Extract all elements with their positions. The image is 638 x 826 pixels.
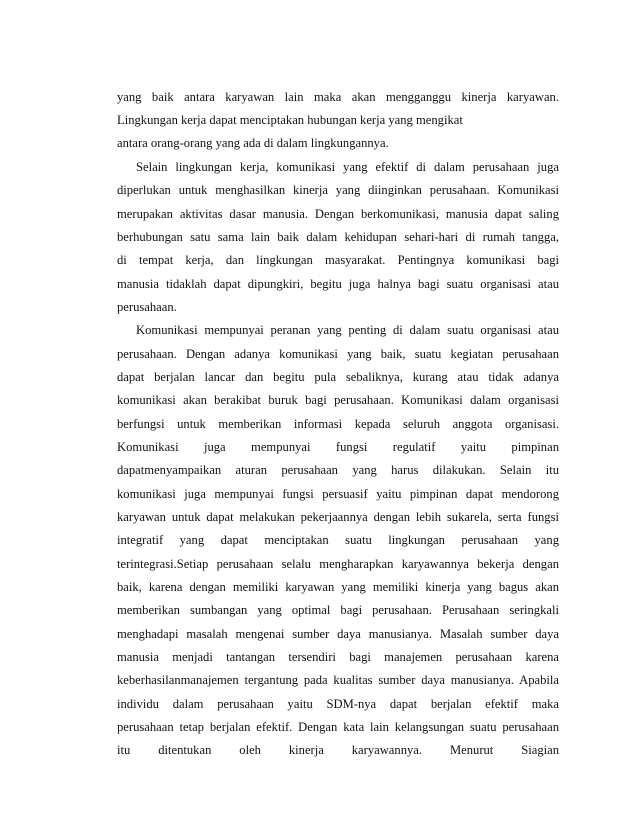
text-line: Komunikasi juga mempunyai fungsi regulatif yaitu pimpinan (117, 440, 559, 454)
text-line: antara orang-orang yang ada di dalam lingkungannya. (117, 136, 389, 150)
text-line: perusahaan tetap berjalan efektif. Dengan kata lain kelangsungan suatu perusahaan (117, 720, 559, 734)
text-line: memberikan sumbangan yang optimal bagi perusahaan. Perusahaan seringkali (117, 603, 559, 617)
text-line: keberhasilanmanajemen tergantung pada kualitas sumber daya manusianya. Apabila (117, 673, 559, 687)
text-line: individu dalam perusahaan yaitu SDM-nya dapat berjalan efektif maka (117, 697, 559, 711)
text-line: Lingkungan kerja dapat menciptakan hubungan kerja yang mengikat (117, 113, 463, 127)
text-line: diperlukan untuk menghasilkan kinerja yang diinginkan perusahaan. Komunikasi (117, 183, 559, 197)
text-line: komunikasi juga mempunyai fungsi persuasif yaitu pimpinan dapat mendorong (117, 487, 559, 501)
text-line: menghadapi masalah mengenai sumber daya manusianya. Masalah sumber daya (117, 627, 559, 641)
text-line: di tempat kerja, dan lingkungan masyarakat. Pentingnya komunikasi bagi (117, 253, 559, 267)
text-line: komunikasi akan berakibat buruk bagi perusahaan. Komunikasi dalam organisasi (117, 393, 559, 407)
text-line: terintegrasi.Setiap perusahaan selalu mengharapkan karyawannya bekerja dengan (117, 557, 559, 571)
text-line: baik, karena dengan memiliki karyawan yang memiliki kinerja yang bagus akan (117, 580, 559, 594)
paragraph-start-line: Komunikasi mempunyai peranan yang penting di dalam suatu organisasi atau (136, 323, 559, 337)
text-line: dapatmenyampaikan aturan perusahaan yang harus dilakukan. Selain itu (117, 463, 559, 477)
text-line: berfungsi untuk memberikan informasi kepada seluruh anggota organisasi. (117, 417, 559, 431)
text-line: perusahaan. (117, 300, 177, 314)
text-line: berhubungan satu sama lain baik dalam kehidupan sehari-hari di rumah tangga, (117, 230, 559, 244)
text-line: integratif yang dapat menciptakan suatu lingkungan perusahaan yang (117, 533, 559, 547)
paragraph-start-line: Selain lingkungan kerja, komunikasi yang efektif di dalam perusahaan juga (136, 160, 559, 174)
text-line: karyawan untuk dapat melakukan pekerjaannya dengan lebih sukarela, serta fungsi (117, 510, 559, 524)
text-line: manusia menjadi tantangan tersendiri bagi manajemen perusahaan karena (117, 650, 559, 664)
text-line: dapat berjalan lancar dan begitu pula sebaliknya, kurang atau tidak adanya (117, 370, 559, 384)
text-line: itu ditentukan oleh kinerja karyawannya. Menurut Siagian (117, 743, 559, 757)
text-line: perusahaan. Dengan adanya komunikasi yang baik, suatu kegiatan perusahaan (117, 347, 559, 361)
text-line: merupakan aktivitas dasar manusia. Dengan berkomunikasi, manusia dapat saling (117, 207, 559, 221)
text-line: manusia tidaklah dapat dipungkiri, begitu juga halnya bagi suatu organisasi atau (117, 277, 559, 291)
text-line: yang baik antara karyawan lain maka akan mengganggu kinerja karyawan. (117, 90, 559, 104)
